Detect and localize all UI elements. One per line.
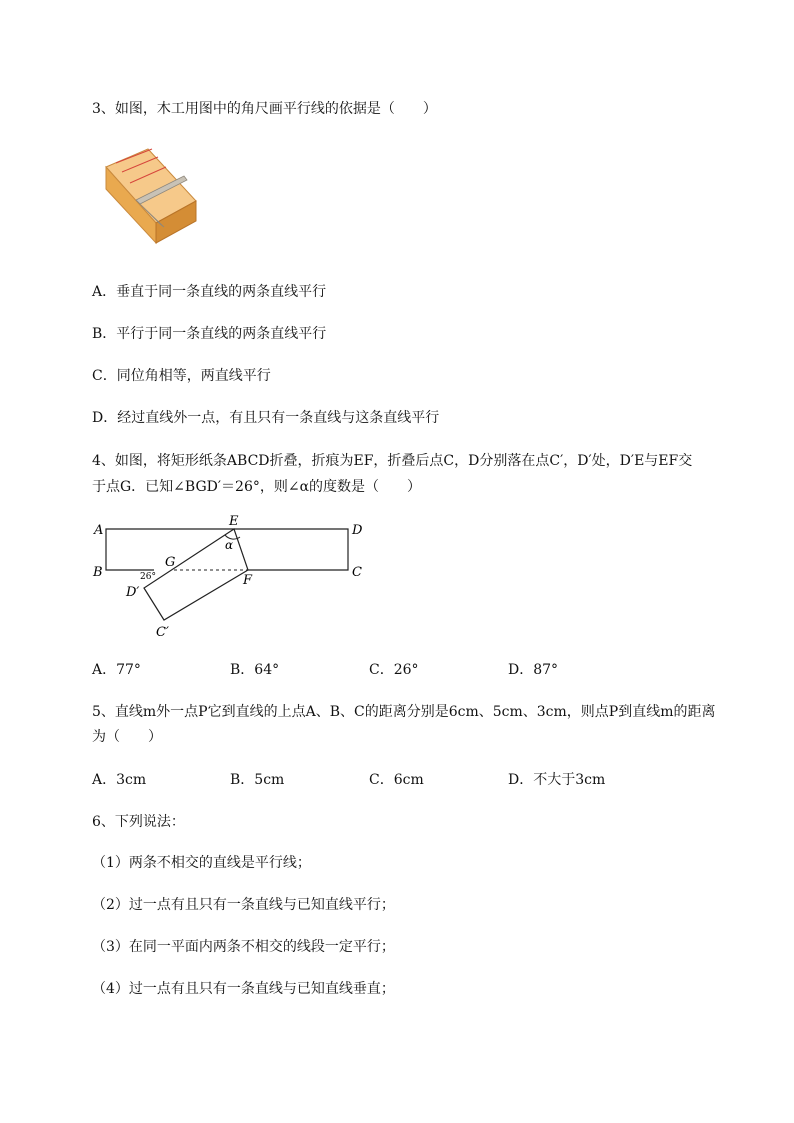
q4-option-a: A．77° [92, 662, 141, 678]
label-b: B [93, 565, 103, 580]
q5-option-b: B．5cm [230, 772, 285, 788]
q4-option-d: D．87° [508, 662, 559, 678]
q5-stem-line2: 为（ ） [92, 729, 162, 745]
q4-folded-rectangle-figure [88, 510, 378, 642]
q3-stem: 3、如图，木工用图中的角尺画平行线的依据是（ ） [92, 101, 437, 117]
label-alpha: α [225, 538, 234, 552]
q6-item-3: （3）在同一平面内两条不相交的线段一定平行； [92, 939, 395, 955]
q6-item-4: （4）过一点有且只有一条直线与已知直线垂直； [92, 981, 395, 997]
q3-option-b: B．平行于同一条直线的两条直线平行 [92, 326, 327, 342]
q5-option-d: D．不大于3cm [508, 772, 606, 788]
q4-stem-line1: 4、如图，将矩形纸条ABCD折叠，折痕为EF，折叠后点C，D分别落在点C′，D′处，D′E与EF交 [92, 453, 693, 469]
q4-option-c: C．26° [369, 662, 419, 678]
q3-option-c: C．同位角相等，两直线平行 [92, 368, 271, 384]
label-a: A [94, 523, 104, 538]
q3-option-a: A．垂直于同一条直线的两条直线平行 [92, 284, 327, 300]
q4-option-b: B．64° [230, 662, 280, 678]
label-d: D [352, 523, 363, 538]
label-c-prime: C′ [156, 625, 169, 640]
label-g: G [165, 555, 176, 570]
label-d-prime: D′ [126, 585, 140, 600]
label-c: C [352, 565, 362, 580]
label-f: F [243, 573, 253, 588]
q5-option-c: C．6cm [369, 772, 424, 788]
q5-option-a: A．3cm [92, 772, 147, 788]
q6-stem: 6、下列说法： [92, 814, 185, 830]
label-angle-26: 26° [140, 572, 156, 582]
rectangle-right-part [234, 529, 348, 570]
q4-stem-line2: 于点G．已知∠BGD′＝26°，则∠α的度数是（ ） [92, 479, 422, 495]
q6-item-1: （1）两条不相交的直线是平行线； [92, 855, 311, 871]
q6-item-2: （2）过一点有且只有一条直线与已知直线平行； [92, 897, 395, 913]
label-e: E [229, 514, 239, 529]
q3-option-d: D．经过直线外一点，有且只有一条直线与这条直线平行 [92, 410, 440, 426]
q5-stem-line1: 5、直线m外一点P它到直线的上点A、B、C的距离分别是6cm、5cm、3cm，则点P到直线m的距离 [92, 704, 716, 720]
q3-wood-block-figure [100, 145, 206, 245]
